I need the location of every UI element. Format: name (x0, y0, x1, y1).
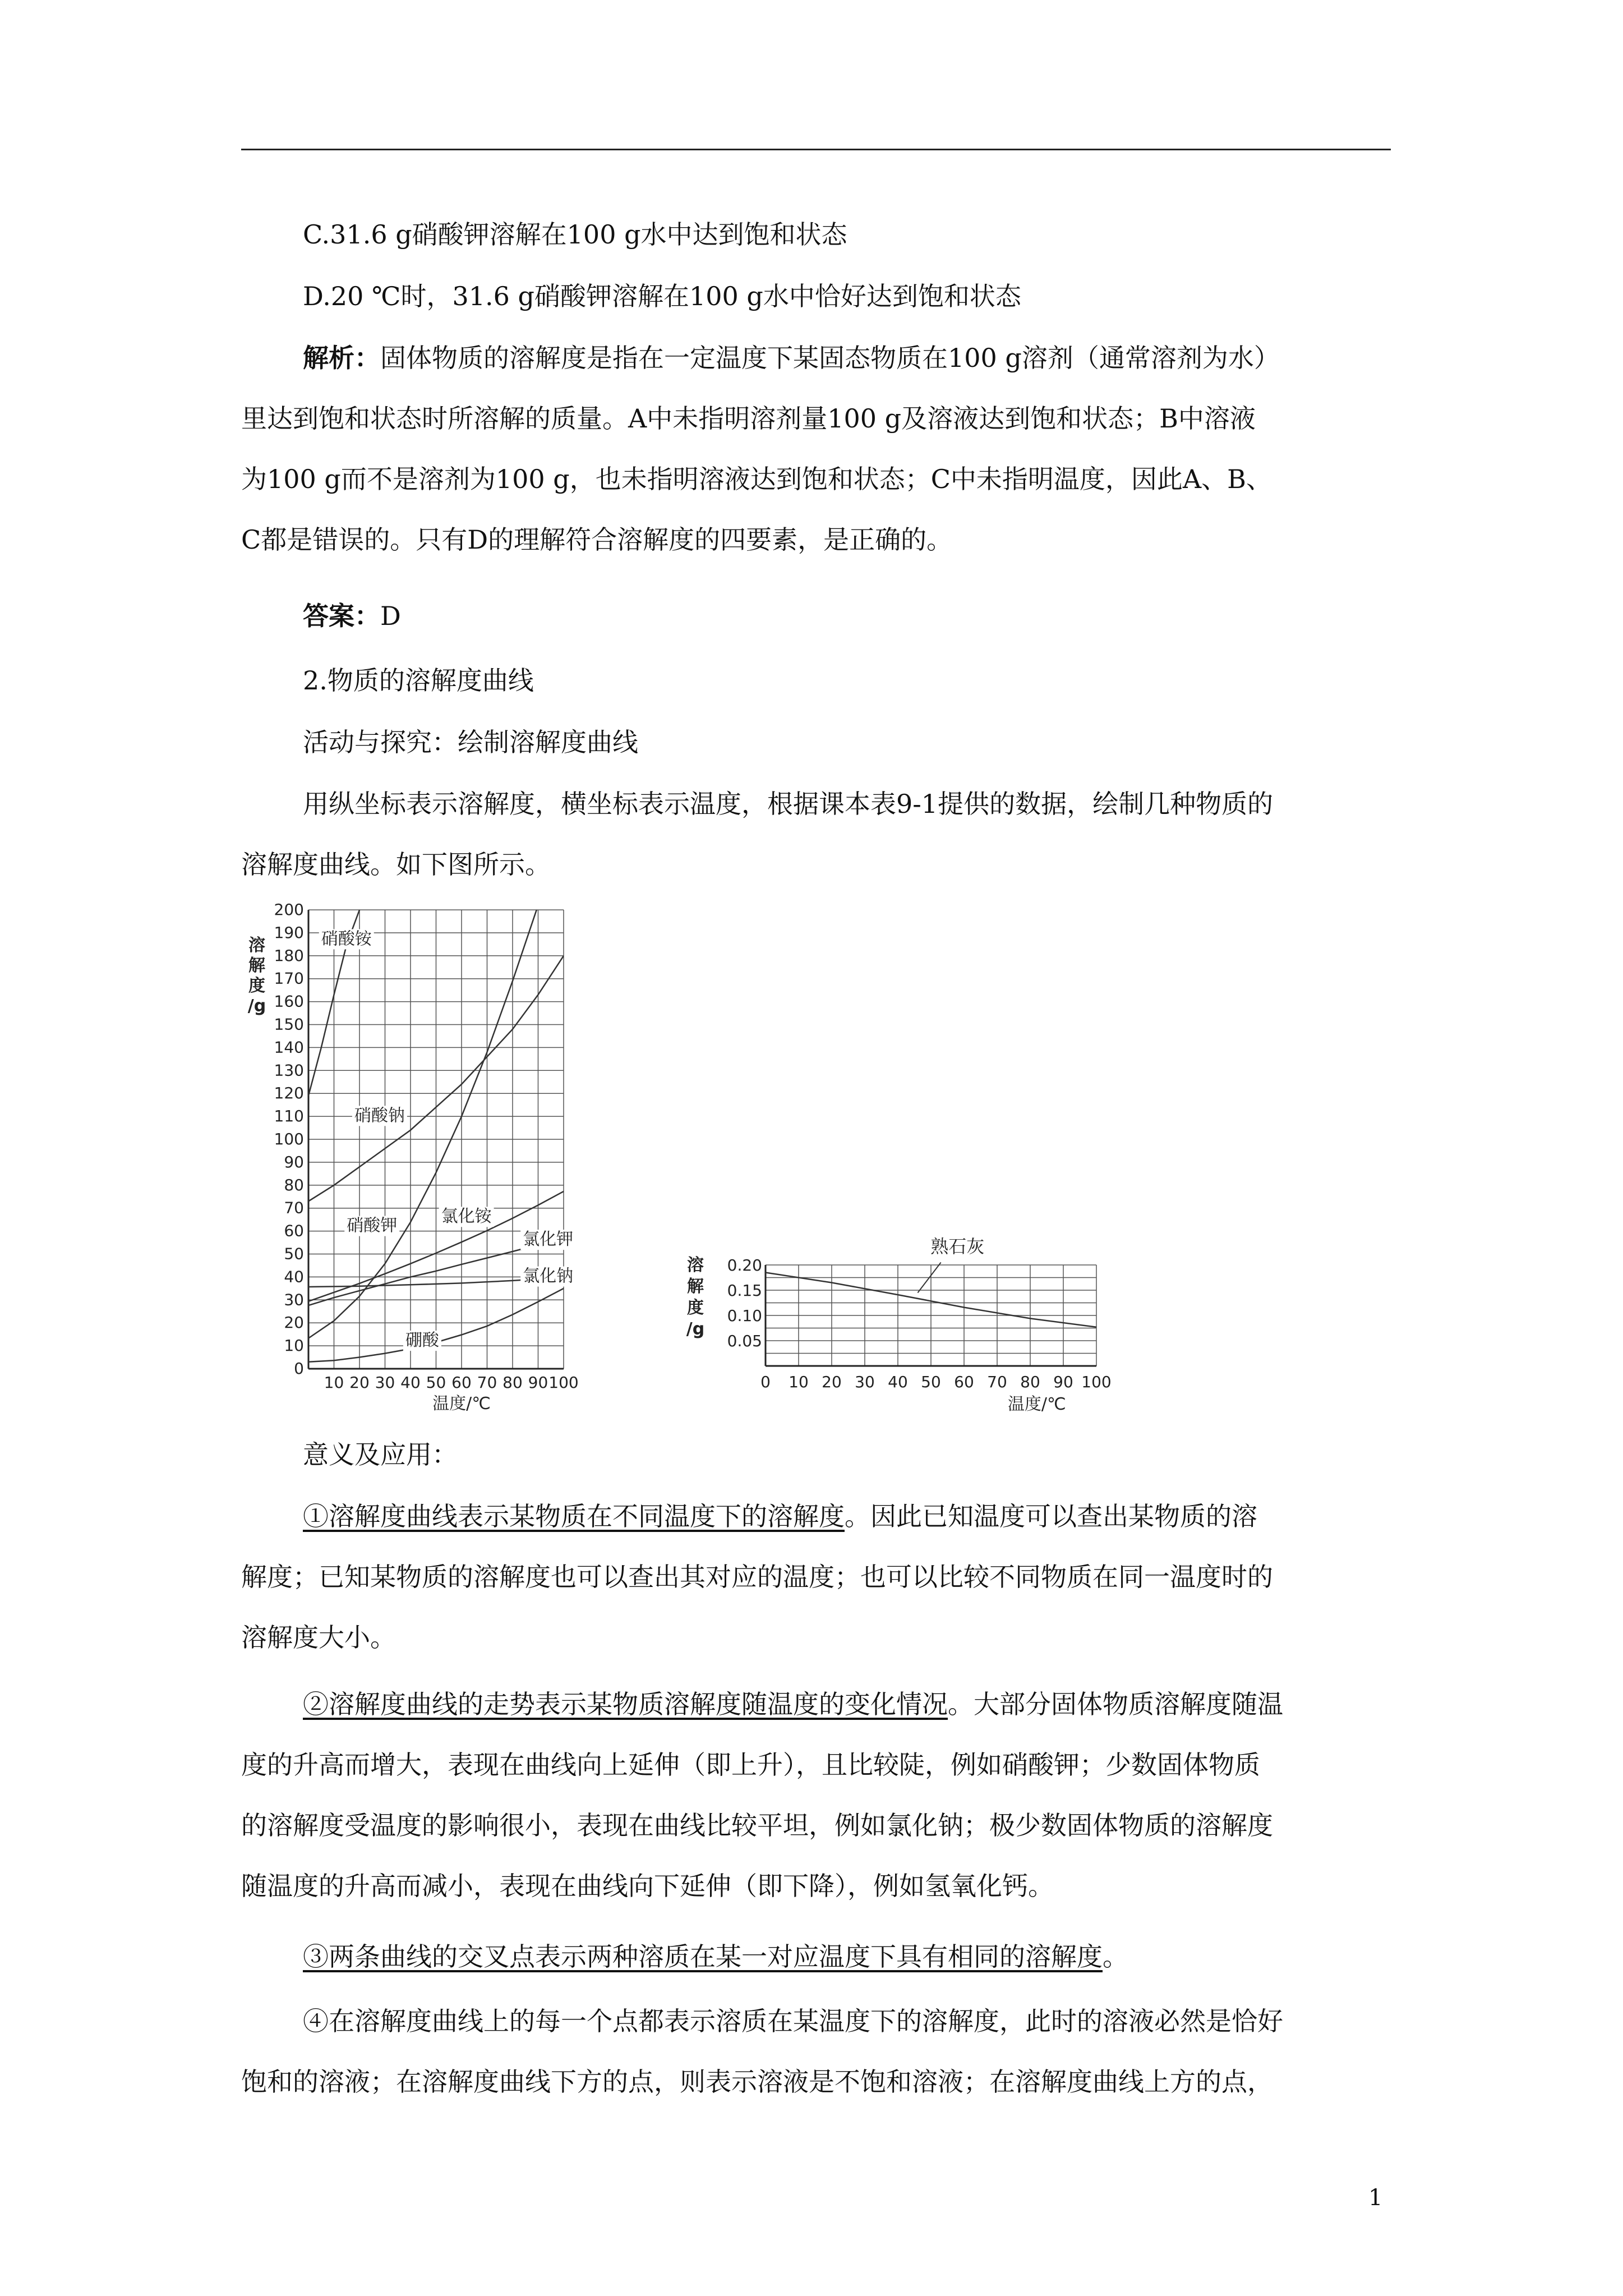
series-label: 氯化铵 (441, 1207, 492, 1227)
point-3-rest: 。 (1103, 1941, 1128, 1972)
y-tick-label: 10 (284, 1336, 304, 1355)
point-2 (241, 1677, 1408, 1913)
y-tick-label: 0.05 (727, 1332, 762, 1350)
x-tick-label: 90 (1053, 1373, 1073, 1391)
meaning-heading: 意义及应用： (303, 1439, 458, 1470)
point-1-key: ①溶解度曲线表示某物质在不同温度下的溶解度 (303, 1501, 845, 1531)
y-tick-label: 70 (284, 1198, 304, 1217)
analysis-line-4: C都是错误的。只有D的理解符合溶解度的四要素，是正确的。 (241, 524, 953, 555)
point-4-line-1: ④在溶解度曲线上的每一个点都表示溶质在某温度下的溶解度，此时的溶液必然是恰好 (303, 2006, 1283, 2036)
y-tick-label: 50 (284, 1244, 304, 1263)
series-label: 硝酸铵 (321, 929, 372, 949)
series-label: 熟石灰 (930, 1236, 985, 1257)
x-tick-label: 80 (502, 1373, 523, 1392)
point-2-rest: 。大部分固体物质溶解度随温 (948, 1689, 1283, 1719)
intro-block (241, 777, 1408, 891)
y-tick-label: 0.20 (727, 1256, 762, 1274)
solubility-chart-slaked-lime (679, 1223, 1138, 1425)
x-tick-label: 80 (1020, 1373, 1040, 1391)
x-tick-label: 60 (451, 1373, 472, 1392)
x-tick-label: 10 (324, 1373, 344, 1392)
x-axis-label: 温度/℃ (432, 1394, 491, 1414)
x-tick-label: 20 (822, 1373, 842, 1391)
answer-value: D (380, 601, 401, 631)
point-1 (241, 1489, 1408, 1664)
y-tick-label: 110 (274, 1107, 304, 1126)
y-tick-label: 190 (274, 923, 304, 942)
analysis-line-1: 固体物质的溶解度是指在一定温度下某固态物质在100 g溶剂（通常溶剂为水） (380, 343, 1280, 373)
x-tick-label: 100 (548, 1373, 579, 1392)
page-number: 1 (1368, 2185, 1383, 2211)
series-label: 氯化钠 (523, 1266, 574, 1286)
y-tick-label: 30 (284, 1290, 304, 1309)
series-label: 硝酸钠 (354, 1106, 405, 1126)
x-tick-label: 40 (400, 1373, 421, 1392)
y-tick-label: 40 (284, 1267, 304, 1286)
y-tick-label: 100 (274, 1130, 304, 1148)
point-1-line-3: 溶解度大小。 (241, 1622, 396, 1653)
series-label: 硼酸 (405, 1331, 439, 1351)
x-tick-label: 20 (349, 1373, 370, 1392)
y-tick-label: 180 (274, 946, 304, 965)
point-1-rest: 。因此已知温度可以查出某物质的溶 (845, 1501, 1257, 1531)
y-tick-label: 150 (274, 1015, 304, 1034)
y-tick-label: 60 (284, 1221, 304, 1240)
x-tick-label: 0 (760, 1373, 771, 1391)
x-axis-label: 温度/℃ (1007, 1395, 1066, 1414)
x-tick-label: 10 (789, 1373, 809, 1391)
activity-heading: 活动与探究：绘制溶解度曲线 (303, 727, 638, 757)
point-2-key: ②溶解度曲线的走势表示某物质溶解度随温度的变化情况 (303, 1689, 948, 1719)
answer (303, 589, 401, 643)
x-tick-label: 30 (855, 1373, 875, 1391)
series-label: 氯化钾 (523, 1230, 574, 1250)
y-tick-label: 0 (294, 1359, 304, 1378)
analysis-block (241, 331, 1408, 567)
y-axis-label: 溶解度/g (686, 1255, 705, 1339)
x-tick-label: 90 (528, 1373, 548, 1392)
solubility-chart-main (241, 898, 589, 1425)
point-2-line-4: 随温度的升高而减小，表现在曲线向下延伸（即下降），例如氢氧化钙。 (241, 1871, 1054, 1901)
header-rule (241, 149, 1391, 150)
y-tick-label: 130 (274, 1061, 304, 1080)
section-title: 2.物质的溶解度曲线 (303, 665, 534, 696)
option-d: D.20 ℃时，31.6 g硝酸钾溶解在100 g水中恰好达到饱和状态 (303, 281, 1021, 311)
analysis-line-3: 为100 g而不是溶剂为100 g，也未指明溶液达到饱和状态；C中未指明温度，因此A、B、 (241, 464, 1272, 494)
option-c: C.31.6 g硝酸钾溶解在100 g水中达到饱和状态 (303, 219, 847, 250)
point-2-line-2: 度的升高而增大，表现在曲线向上延伸（即上升），且比较陡，例如硝酸钾；少数固体物质 (241, 1750, 1260, 1780)
y-tick-label: 80 (284, 1175, 304, 1194)
analysis-label: 解析： (303, 343, 380, 373)
y-tick-label: 170 (274, 969, 304, 988)
x-tick-label: 50 (426, 1373, 446, 1392)
analysis-line-2: 里达到饱和状态时所溶解的质量。A中未指明溶剂量100 g及溶液达到饱和状态；B中溶液 (241, 403, 1256, 434)
series-label: 硝酸钾 (347, 1216, 398, 1236)
x-tick-label: 60 (954, 1373, 974, 1391)
x-tick-label: 70 (987, 1373, 1007, 1391)
y-tick-label: 90 (284, 1152, 304, 1171)
y-tick-label: 160 (274, 992, 304, 1011)
x-tick-label: 70 (477, 1373, 497, 1392)
y-tick-label: 140 (274, 1038, 304, 1057)
y-tick-label: 200 (274, 900, 304, 919)
y-tick-label: 20 (284, 1313, 304, 1332)
y-tick-label: 0.10 (727, 1306, 762, 1325)
point-3-key: ③两条曲线的交叉点表示两种溶质在某一对应温度下具有相同的溶解度 (303, 1941, 1103, 1972)
intro-line-2: 溶解度曲线。如下图所示。 (241, 849, 551, 880)
x-tick-label: 100 (1081, 1373, 1112, 1391)
y-axis-label: 溶解度/g (247, 936, 266, 1016)
y-tick-label: 0.15 (727, 1281, 762, 1300)
y-tick-label: 120 (274, 1084, 304, 1103)
point-4-line-2: 饱和的溶液；在溶解度曲线下方的点，则表示溶液是不饱和溶液；在溶解度曲线上方的点， (241, 2067, 1273, 2097)
x-tick-label: 50 (921, 1373, 941, 1391)
x-tick-label: 40 (888, 1373, 908, 1391)
point-4 (241, 1994, 1408, 2109)
intro-line-1: 用纵坐标表示溶解度，横坐标表示温度，根据课本表9-1提供的数据，绘制几种物质的 (303, 789, 1274, 819)
point-2-line-3: 的溶解度受温度的影响很小，表现在曲线比较平坦，例如氯化钠；极少数固体物质的溶解度 (241, 1810, 1273, 1841)
x-tick-label: 30 (375, 1373, 395, 1392)
point-3 (303, 1930, 1128, 1984)
answer-label: 答案： (303, 601, 380, 631)
point-1-line-2: 解度；已知某物质的溶解度也可以查出其对应的温度；也可以比较不同物质在同一温度时的 (241, 1562, 1273, 1592)
